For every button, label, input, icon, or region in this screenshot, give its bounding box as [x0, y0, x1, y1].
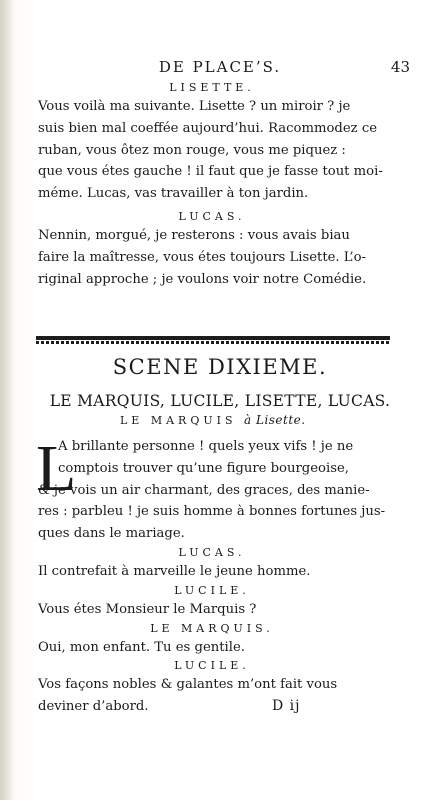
text-line: ruban, vous ôtez mon rouge, vous me piquez :: [38, 142, 346, 158]
speaker-label-lisette: LISETTE.: [169, 81, 255, 94]
text-line: que vous étes gauche ! il faut que je fasse tout moi-: [38, 164, 383, 180]
lisette-speech: [38, 96, 386, 205]
scene-title: SCENE DIXIEME.: [112, 355, 328, 379]
lucas-speech: [38, 225, 386, 290]
text-line: riginal approche ; je voulons voir notre Comédie.: [38, 271, 367, 287]
marquis-speech-2: [38, 637, 386, 659]
rule-dotted: [36, 341, 390, 344]
signature-mark: D ij: [272, 698, 301, 714]
text-line: Nennin, morgué, je resterons : vous avais biau: [38, 227, 350, 243]
drop-cap: L: [36, 432, 77, 505]
marquis-speech: [36, 432, 386, 718]
stage-direction: à Lisette.: [244, 413, 306, 427]
speaker-name: LE MARQUIS: [120, 414, 237, 427]
speaker-label-lucas: LUCAS.: [178, 545, 246, 559]
text-line: deviner d’abord.: [38, 699, 149, 715]
character-list: LE MARQUIS, LUCILE, LISETTE, LUCAS.: [49, 392, 391, 410]
lucile-speech: [38, 599, 386, 621]
speaker-label-marquis: [120, 413, 306, 427]
speaker-label-lucile: LUCILE.: [174, 583, 250, 597]
text-line: faire la maîtresse, vous étes toujours Lisette. L’o-: [38, 249, 366, 265]
speaker-label-lucile: LUCILE.: [174, 659, 250, 673]
speaker-label-marquis: LE MARQUIS.: [150, 621, 274, 635]
marquis-speech-text: [36, 432, 386, 545]
text-line: Il contrefait à marveille le jeune homme.: [38, 563, 311, 579]
lucas-speech: [38, 561, 386, 583]
text-line: Oui, mon enfant. Tu es gentile.: [38, 639, 245, 655]
page-header: [30, 58, 410, 82]
lucile-speech-2: [38, 674, 386, 718]
running-title: DE PLACE’S.: [158, 58, 282, 76]
text-line: comptois trouver qu’une figure bourgeoise,: [58, 460, 349, 476]
text-line: Vos façons nobles & galantes m’ont fait vous: [38, 677, 338, 693]
speaker-label-lucas: LUCAS.: [178, 209, 246, 223]
page-number: 43: [390, 58, 410, 76]
page-gutter-shadow: [0, 0, 14, 800]
text-line: méme. Lucas, vas travailler à ton jardin.: [38, 186, 309, 202]
text-line: Vous étes Monsieur le Marquis ?: [38, 601, 257, 617]
scene9-block: [38, 80, 386, 290]
text-line: & je vois un air charmant, des graces, des manie-: [38, 482, 370, 498]
text-line: Vous voilà ma suivante. Lisette ? un miroir ? je: [38, 99, 351, 114]
text-line: A brillante personne ! quels yeux vifs ! je ne: [58, 439, 354, 454]
ornamental-rule: [36, 336, 390, 346]
text-line: res : parbleu ! je suis homme à bonnes fortunes jus-: [38, 504, 386, 520]
text-line: ques dans le mariage.: [38, 526, 185, 542]
rule-solid: [36, 336, 390, 340]
text-line: suis bien mal coeffée aujourd’hui. Racommodez ce: [38, 120, 378, 136]
